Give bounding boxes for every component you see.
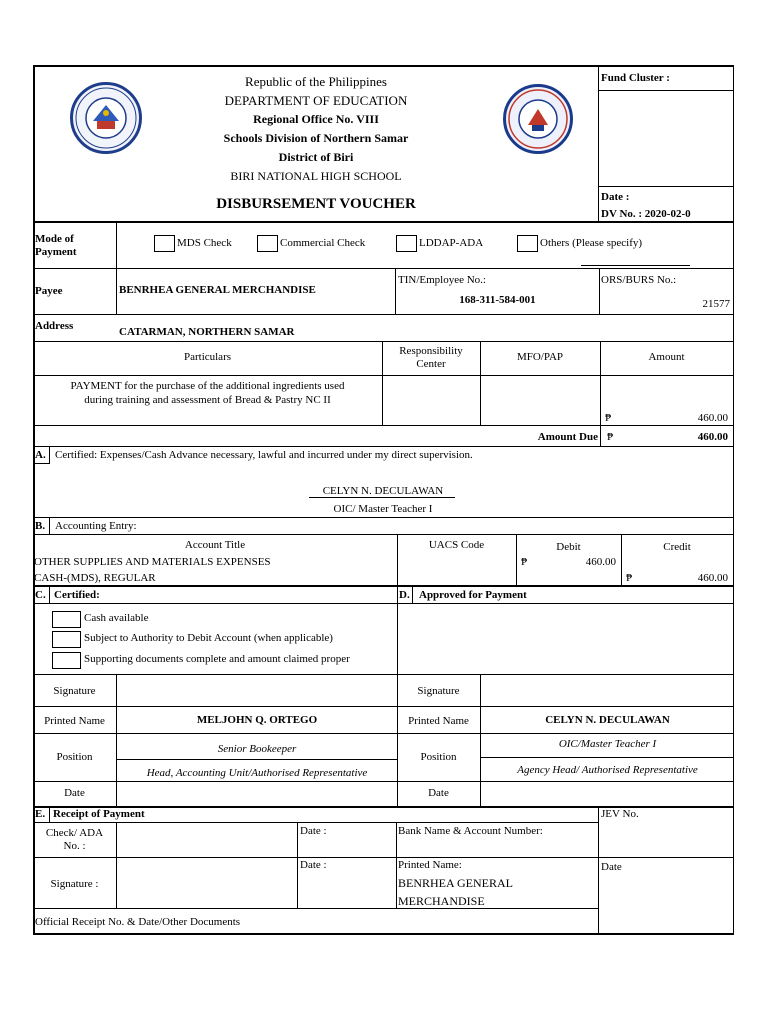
divider xyxy=(116,674,117,807)
frame-top xyxy=(33,65,734,67)
right-position-label: Position xyxy=(420,751,457,763)
amount-due-value: 460.00 xyxy=(697,431,728,443)
amount-due-currency: ₱ xyxy=(607,431,614,443)
section-a-letter: A. xyxy=(35,449,46,461)
others-label: Others (Please specify) xyxy=(540,237,643,249)
resp-center-header-2: Center xyxy=(416,358,446,370)
left-date-label: Date xyxy=(64,787,85,799)
receipt-signature-label: Signature : xyxy=(50,878,99,890)
divider xyxy=(395,268,396,315)
payee-label: Payee xyxy=(35,285,63,297)
signature-underline xyxy=(309,497,455,498)
divider xyxy=(33,341,734,342)
divider xyxy=(33,706,734,707)
divider xyxy=(33,603,734,604)
others-checkbox[interactable] xyxy=(517,235,538,252)
section-e-letter: E. xyxy=(35,808,46,820)
left-printed-name-label: Printed Name xyxy=(44,715,105,727)
divider xyxy=(33,534,734,535)
header-department: DEPARTMENT OF EDUCATION xyxy=(224,93,408,108)
lddap-ada-checkbox[interactable] xyxy=(396,235,417,252)
divider xyxy=(49,446,50,464)
right-printed-name: CELYN N. DECULAWAN xyxy=(545,714,670,726)
division-seal-right xyxy=(503,84,573,154)
entry-row-2-credit: 460.00 xyxy=(697,572,728,584)
right-position: OIC/Master Teacher I xyxy=(558,738,657,750)
divider xyxy=(33,908,599,909)
receipt-printed-name-1: BENRHEA GENERAL xyxy=(398,876,513,890)
particulars-header: Particulars xyxy=(183,351,232,363)
right-printed-name-label: Printed Name xyxy=(408,715,469,727)
divider xyxy=(33,585,734,587)
uacs-code-header: UACS Code xyxy=(428,539,485,551)
official-receipt-label: Official Receipt No. & Date/Other Documents xyxy=(35,916,241,928)
divider xyxy=(33,221,734,223)
deped-seal-left xyxy=(70,82,142,154)
credit-header: Credit xyxy=(663,541,691,553)
divider xyxy=(396,822,397,909)
jev-label: JEV No. xyxy=(601,808,639,820)
divider xyxy=(481,757,734,758)
right-role: Agency Head/ Authorised Representative xyxy=(517,764,698,776)
right-signature-label: Signature xyxy=(417,685,460,697)
receipt-date-label-2: Date : xyxy=(300,859,327,871)
ors-label: ORS/BURS No.: xyxy=(601,274,677,286)
header-region: Regional Office No. VIII xyxy=(253,112,379,126)
bank-label: Bank Name & Account Number: xyxy=(398,825,543,837)
divider xyxy=(598,65,599,222)
mds-check-checkbox[interactable] xyxy=(154,235,175,252)
deped-seal-graphic xyxy=(73,85,139,151)
check-ada-label-2: No. : xyxy=(63,840,86,852)
divider xyxy=(49,517,50,535)
lddap-ada-label: LDDAP-ADA xyxy=(419,237,484,249)
entry-row-2-account: CASH-(MDS), REGULAR xyxy=(34,572,156,584)
header-division: Schools Division of Northern Samar xyxy=(223,131,409,145)
left-position-label: Position xyxy=(56,751,93,763)
frame-right xyxy=(733,65,734,934)
tin-label: TIN/Employee No.: xyxy=(398,274,486,286)
divider xyxy=(117,759,397,760)
commercial-check-checkbox[interactable] xyxy=(257,235,278,252)
date-label: Date : xyxy=(601,191,630,203)
payee-name: BENRHEA GENERAL MERCHANDISE xyxy=(119,284,316,296)
divider xyxy=(49,586,50,604)
cash-available-checkbox[interactable] xyxy=(52,611,81,628)
fund-cluster-label: Fund Cluster : xyxy=(601,72,670,84)
left-role: Head, Accounting Unit/Authorised Representative xyxy=(146,767,368,779)
entry-row-1-account: OTHER SUPPLIES AND MATERIALS EXPENSES xyxy=(34,556,271,568)
section-d-letter: D. xyxy=(399,589,410,601)
amount-due-label: Amount Due xyxy=(537,431,598,443)
section-a-text: Certified: Expenses/Cash Advance necessary, lawful and incurred under my direct supervision. xyxy=(55,449,473,461)
mode-of-payment-label: Mode of Payment xyxy=(35,233,77,258)
divider xyxy=(598,90,734,91)
divider xyxy=(116,822,117,909)
divider xyxy=(297,822,298,909)
section-a-signatory: CELYN N. DECULAWAN xyxy=(322,485,444,497)
section-e-title: Receipt of Payment xyxy=(53,808,145,820)
divider xyxy=(33,517,734,518)
form-title: DISBURSEMENT VOUCHER xyxy=(216,196,416,212)
header-school: BIRI NATIONAL HIGH SCHOOL xyxy=(230,169,402,183)
division-seal-graphic xyxy=(506,87,570,151)
receipt-printed-name-2: MERCHANDISE xyxy=(398,894,485,908)
section-b-title: Accounting Entry: xyxy=(55,520,137,532)
debit-header: Debit xyxy=(556,541,581,553)
supporting-docs-checkbox[interactable] xyxy=(52,652,81,669)
section-b-letter: B. xyxy=(35,520,46,532)
divider xyxy=(581,265,690,266)
receipt-printed-name-label: Printed Name: xyxy=(398,859,462,871)
entry-row-1-currency: ₱ xyxy=(521,556,528,568)
entry-row-1-debit: 460.00 xyxy=(585,556,616,568)
divider xyxy=(33,822,599,823)
supporting-docs-label: Supporting documents complete and amount claimed proper xyxy=(84,653,350,665)
amount-currency: ₱ xyxy=(605,412,612,424)
receipt-date-label: Date : xyxy=(300,825,327,837)
header-republic: Republic of the Philippines xyxy=(245,74,387,89)
tin-value: 168-311-584-001 xyxy=(459,294,536,306)
particulars-desc-1: PAYMENT for the purchase of the additional ingredients used xyxy=(70,380,345,392)
divider xyxy=(33,857,734,858)
header-district: District of Biri xyxy=(278,150,354,164)
divider xyxy=(33,781,734,782)
divider xyxy=(33,446,734,447)
divider xyxy=(598,186,734,187)
amount-header: Amount xyxy=(648,351,685,363)
authority-debit-checkbox[interactable] xyxy=(52,631,81,648)
right-date-label: Date xyxy=(428,787,449,799)
divider xyxy=(33,733,734,734)
divider xyxy=(33,375,734,376)
commercial-check-label: Commercial Check xyxy=(280,237,366,249)
section-a-position: OIC/ Master Teacher I xyxy=(333,503,433,515)
frame-bottom xyxy=(33,933,734,935)
authority-debit-label: Subject to Authority to Debit Account (when applicable) xyxy=(84,632,333,644)
left-position: Senior Bookeeper xyxy=(217,743,297,755)
divider xyxy=(33,314,734,315)
particulars-desc-2: during training and assessment of Bread & Pastry NC II xyxy=(84,394,331,406)
mds-check-label: MDS Check xyxy=(177,237,232,249)
check-ada-label-1: Check/ ADA xyxy=(45,827,104,839)
section-d-title: Approved for Payment xyxy=(419,589,527,601)
section-c-letter: C. xyxy=(35,589,46,601)
address-label: Address xyxy=(35,320,74,332)
divider xyxy=(33,268,734,269)
divider xyxy=(598,807,599,934)
dv-number: DV No. : 2020-02-0 xyxy=(601,208,691,220)
left-printed-name: MELJOHN Q. ORTEGO xyxy=(196,714,318,726)
entry-row-2-currency: ₱ xyxy=(626,572,633,584)
divider xyxy=(33,463,50,464)
receipt-date-right-label: Date xyxy=(601,861,622,873)
ors-value: 21577 xyxy=(702,298,730,310)
divider xyxy=(412,586,413,604)
frame-left xyxy=(33,65,35,934)
account-title-header: Account Title xyxy=(184,539,246,551)
divider xyxy=(49,807,50,823)
cash-available-label: Cash available xyxy=(84,612,149,624)
divider xyxy=(33,425,734,426)
resp-center-header-1: Responsibility xyxy=(399,345,463,357)
section-c-title: Certified: xyxy=(54,589,100,601)
left-signature-label: Signature xyxy=(53,685,96,697)
amount-value: 460.00 xyxy=(697,412,728,424)
mfo-pap-header: MFO/PAP xyxy=(516,351,564,363)
divider xyxy=(33,674,734,675)
address-value: CATARMAN, NORTHERN SAMAR xyxy=(119,326,295,338)
